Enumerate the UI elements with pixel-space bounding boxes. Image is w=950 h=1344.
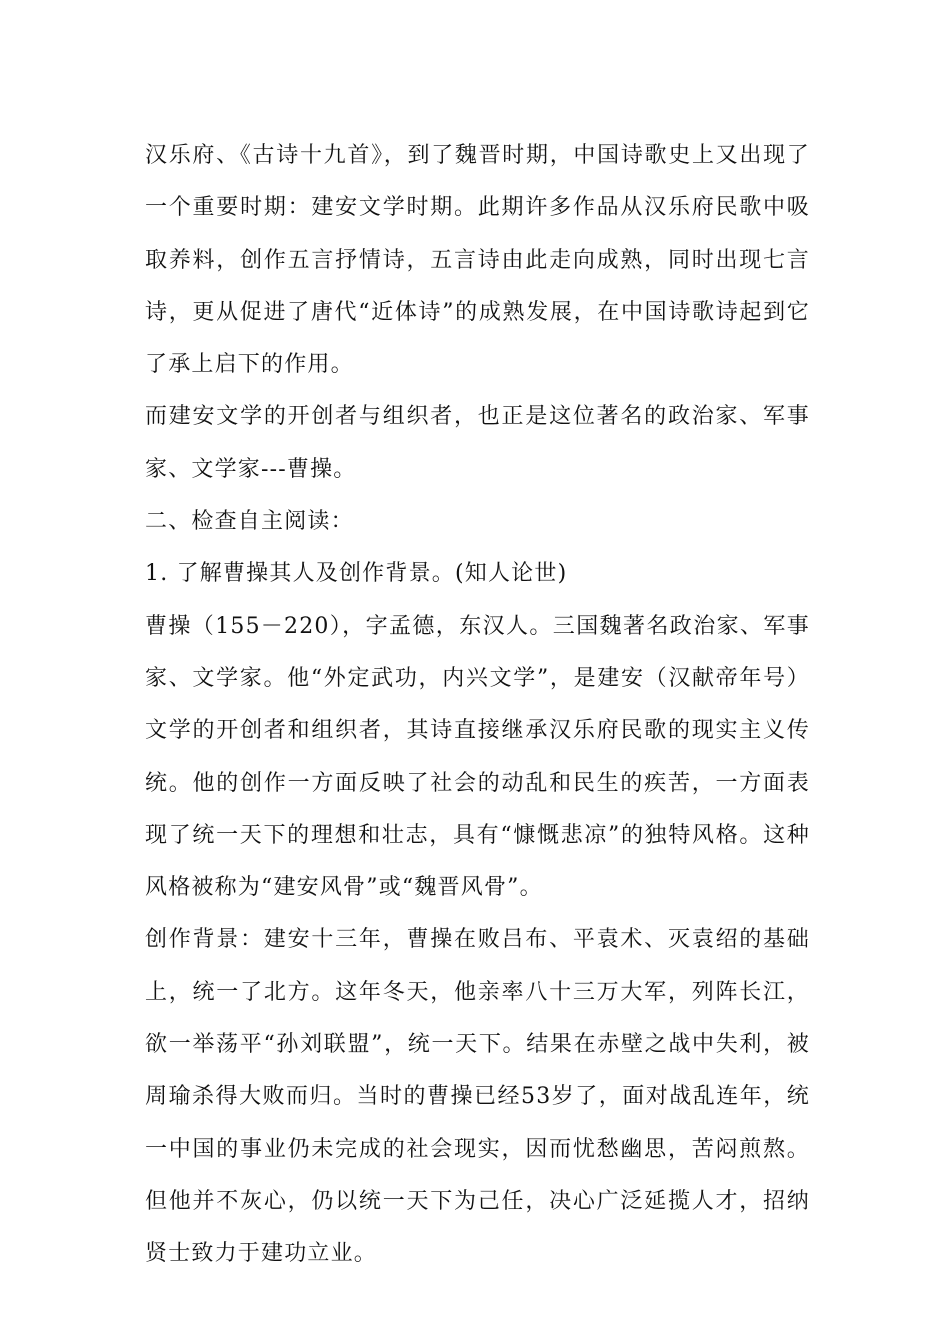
paragraph-intro: 汉乐府、《古诗十九首》，到了魏晋时期，中国诗歌史上又出现了一个重要时期：建安文学时期。此期许多作品从汉乐府民歌中吸取养料，创作五言抒情诗，五言诗由此走向成熟，同时出现七言诗，更从促进了唐代“近体诗”的成熟发展，在中国诗歌诗起到它了承上启下的作用。 [145,143,810,378]
paragraph-founder: 而建安文学的开创者与组织者，也正是这位著名的政治家、军事家、文学家---曹操。 [145,404,810,482]
paragraph-biography: 曹操（155－220），字孟德，东汉人。三国魏著名政治家、军事家、文学家。他“外定武功，内兴文学”，是建安（汉献帝年号）文学的开创者和组织者，其诗直接继承汉乐府民歌的现实主义传统。他的创作一方面反映了社会的动乱和民生的疾苦，一方面表现了统一天下的理想和壮志，具有“慷慨悲凉”的独特风格。这种风格被称为“建安风骨”或“魏晋风骨”。 [145,613,810,901]
document-body [145,130,810,1281]
subsection-heading: 1. 了解曹操其人及创作背景。(知人论世) [145,561,568,587]
paragraph-background: 创作背景：建安十三年，曹操在败吕布、平袁术、灭袁绍的基础上，统一了北方。这年冬天，他亲率八十三万大军，列阵长江，欲一举荡平“孙刘联盟”，统一天下。结果在赤壁之战中失利，被周瑜杀得大败而归。当时的曹操已经53岁了，面对战乱连年，统一中国的事业仍未完成的社会现实，因而忧愁幽思，苦闷煎熬。但他并不灰心，仍以统一天下为己任，决心广泛延揽人才，招纳贤士致力于建功立业。 [145,927,810,1267]
section-heading: 二、检查自主阅读： [145,509,354,535]
